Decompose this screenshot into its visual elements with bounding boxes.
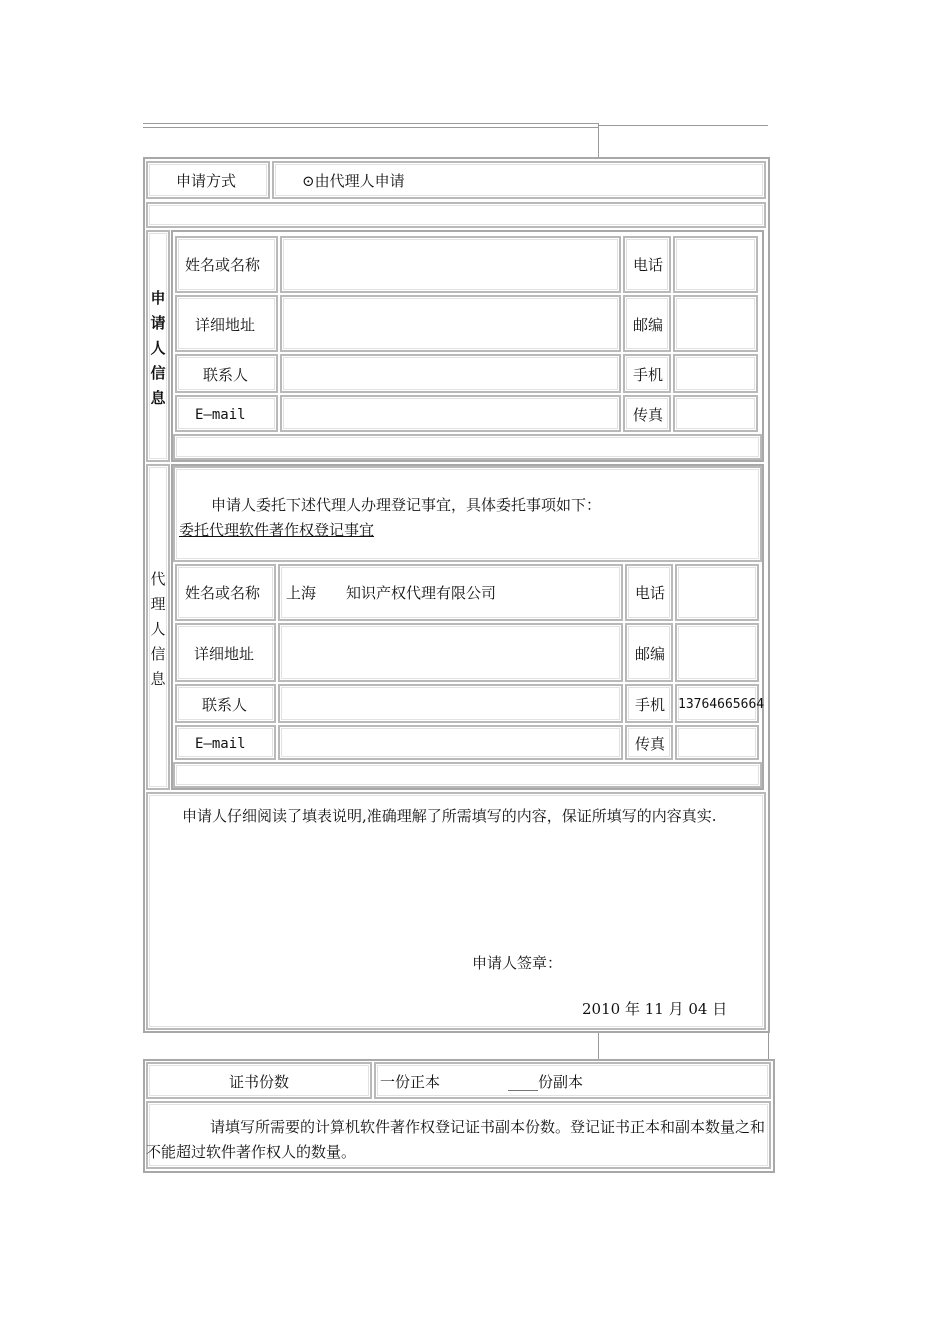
applicant-phone-field[interactable] [673, 236, 758, 293]
applicant-address-field[interactable] [280, 295, 621, 352]
agent-row3-right-label-cell: 手机 [625, 684, 673, 723]
agent-contact-field[interactable] [278, 684, 623, 723]
agent-row2-label-cell: 详细地址 [175, 623, 276, 682]
connector-line-right [768, 1033, 769, 1060]
top-rule-right [598, 125, 768, 126]
top-tick [598, 123, 599, 157]
agent-matter-text: 委托代理软件著作权登记事宜 [179, 521, 375, 539]
applicant-mobile-field[interactable] [673, 354, 758, 393]
agent-fax-field[interactable] [675, 725, 759, 760]
agent-row4-label-cell: E—mail [175, 725, 276, 760]
agent-intro-cell [173, 466, 762, 562]
apply-method-option[interactable]: ⊙由代理人申请 [302, 172, 405, 190]
applicant-fax-field[interactable] [673, 395, 758, 432]
certificate-label-cell [146, 1062, 372, 1099]
applicant-section-label: 申 请 人 信 息 [150, 289, 166, 407]
declaration-date: 2010 年 11 月 04 日 [582, 1000, 728, 1018]
agent-row1-right-label-cell: 电话 [625, 564, 673, 621]
applicant-row4-label-cell: E—mail [175, 395, 278, 432]
spacer-row-1 [146, 202, 766, 228]
agent-row2-right-label-cell: 邮编 [625, 623, 673, 682]
applicant-row2-label-cell: 详细地址 [175, 295, 278, 352]
apply-method-label-cell [146, 161, 270, 199]
apply-method-value-cell [272, 161, 766, 199]
applicant-zip-field[interactable] [673, 295, 758, 352]
agent-phone-field[interactable] [675, 564, 759, 621]
agent-section-label: 代 理 人 信 息 [150, 570, 166, 688]
certificate-note: 请填写所需要的计算机软件著作权登记证书副本份数。登记证书正本和副本数量之和不能超过软件著作权人的数量。 [146, 1118, 766, 1161]
applicant-row1-label-cell: 姓名或名称 [175, 236, 278, 293]
certificate-copies-cell[interactable] [374, 1062, 771, 1099]
applicant-row3-right-label-cell: 手机 [623, 354, 671, 393]
applicant-email-field[interactable] [280, 395, 621, 432]
top-rule-2 [143, 127, 598, 128]
agent-row1-label-cell: 姓名或名称 [175, 564, 276, 621]
agent-mobile-field[interactable]: 13764665664 [675, 684, 759, 723]
applicant-contact-field[interactable] [280, 354, 621, 393]
certificate-copies: ____份副本 [508, 1073, 584, 1091]
agent-zip-field[interactable] [675, 623, 759, 682]
certificate-original: 一份正本 [380, 1073, 441, 1091]
agent-row4-right-label-cell: 传真 [625, 725, 673, 760]
applicant-row3-label-cell: 联系人 [175, 354, 278, 393]
agent-row3-label-cell: 联系人 [175, 684, 276, 723]
applicant-name-field[interactable] [280, 236, 621, 293]
connector-line [598, 1033, 599, 1060]
signature-label: 申请人签章： [472, 954, 563, 972]
applicant-row2-right-label-cell: 邮编 [623, 295, 671, 352]
certificate-label: 证书份数 [228, 1073, 289, 1091]
applicant-row1-right-label-cell: 电话 [623, 236, 671, 293]
agent-intro-text: 申请人委托下述代理人办理登记事宜，具体委托事项如下： [211, 496, 602, 514]
agent-spacer-row [173, 762, 762, 788]
agent-address-field[interactable] [278, 623, 623, 682]
agent-email-field[interactable] [278, 725, 623, 760]
applicant-row4-right-label-cell: 传真 [623, 395, 671, 432]
top-rule [143, 123, 598, 124]
certificate-note-cell [146, 1101, 771, 1169]
declaration-cell [146, 792, 766, 1030]
apply-method-label: 申请方式 [176, 172, 237, 190]
declaration-text: 申请人仔细阅读了填表说明,准确理解了所需填写的内容，保证所填写的内容真实. [182, 807, 717, 825]
applicant-spacer-row [173, 434, 762, 460]
agent-name-field[interactable]: 上海 知识产权代理有限公司 [278, 564, 623, 621]
